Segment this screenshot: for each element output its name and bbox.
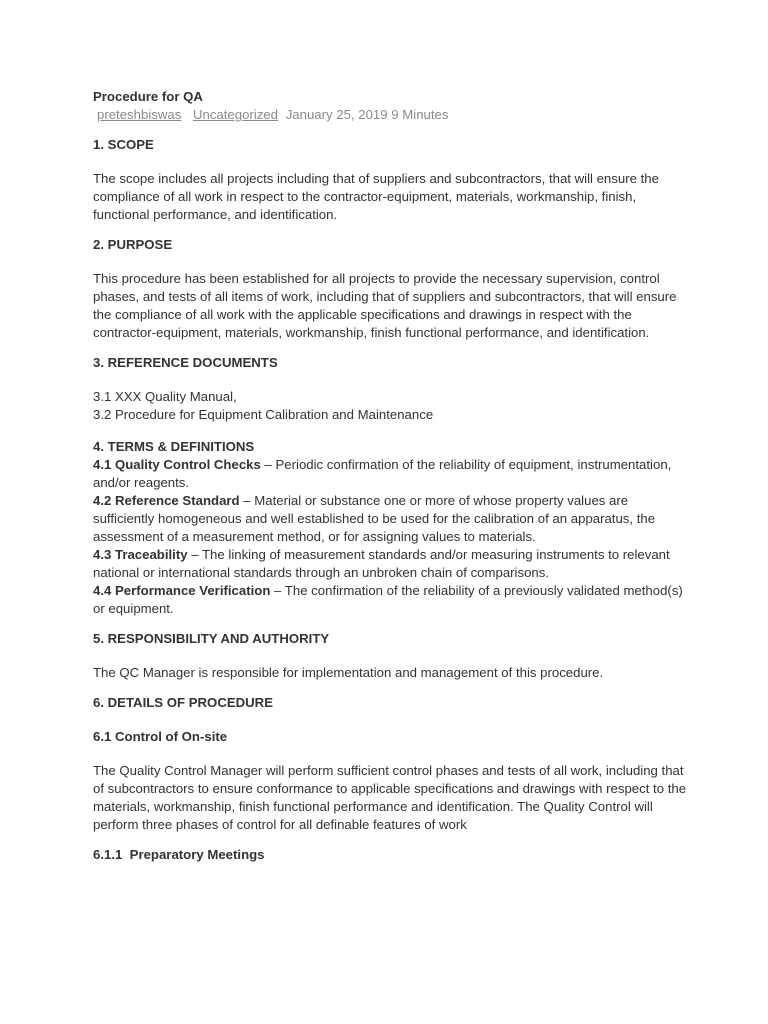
author-link[interactable]: preteshbiswas — [97, 107, 182, 122]
document-title: Procedure for QA — [93, 89, 203, 104]
term-definition — [93, 582, 693, 618]
document-page — [93, 88, 693, 880]
term-name: 4.2 Reference Standard — [93, 493, 240, 508]
section-heading-terms: 4. TERMS & DEFINITIONS — [93, 439, 255, 454]
term-text: – Material or substance one or more of whose property values are sufficiently homogeneous and well established to be used for the calibration of an apparatus, the assessment of a measurement method, or for assigning values to materials. — [93, 493, 656, 544]
term-definition — [93, 456, 693, 492]
section-heading-purpose: 2. PURPOSE — [93, 237, 173, 252]
subsection-heading-onsite: 6.1 Control of On-site — [93, 729, 228, 744]
subsection-body-onsite: The Quality Control Manager will perform sufficient control phases and tests of all work, including that of subcontractors to ensure conformance to applicable specifications and drawings with respect to the materials, workmanship, finish functional performance and identification. The Quality Control will perform three phases of control for all definable features of work — [93, 763, 687, 832]
term-text: – Periodic confirmation of the reliability of equipment, instrumentation, and/or reagents. — [93, 457, 672, 490]
term-name: 4.1 Quality Control Checks — [93, 457, 261, 472]
term-name: 4.4 Performance Verification — [93, 583, 271, 598]
subsection-heading-preparatory: 6.1.1 Preparatory Meetings — [93, 847, 265, 862]
section-heading-procedure: 6. DETAILS OF PROCEDURE — [93, 695, 274, 710]
term-name: 4.3 Traceability — [93, 547, 188, 562]
term-definition — [93, 546, 693, 582]
reference-item: 3.1 XXX Quality Manual, — [93, 389, 237, 404]
post-meta — [93, 106, 693, 124]
reference-item: 3.2 Procedure for Equipment Calibration and Maintenance — [93, 407, 434, 422]
section-heading-references: 3. REFERENCE DOCUMENTS — [93, 355, 278, 370]
section-body-responsibility: The QC Manager is responsible for implementation and management of this procedure. — [93, 665, 604, 680]
read-time: 9 Minutes — [391, 107, 449, 122]
section-heading-scope: 1. SCOPE — [93, 137, 154, 152]
section-body-purpose: This procedure has been established for all projects to provide the necessary supervision, control phases, and tests of all items of work, including that of suppliers and subcontractors, that will ensure the compliance of all work with the applicable specifications and drawings in respect with the contractor-equipment, materials, workmanship, finish functional performance, and identification. — [93, 271, 677, 340]
section-body-scope: The scope includes all projects including that of suppliers and subcontractors, that will ensure the compliance of all work in respect to the contractor-equipment, materials, workmanship, finish, functional performance, and identification. — [93, 171, 659, 222]
category-link[interactable]: Uncategorized — [192, 107, 279, 122]
post-date: January 25, 2019 — [285, 107, 388, 122]
term-text: – The confirmation of the reliability of a previously validated method(s) or equipment. — [93, 583, 683, 616]
section-heading-responsibility: 5. RESPONSIBILITY AND AUTHORITY — [93, 631, 330, 646]
term-definition — [93, 492, 693, 546]
term-text: – The linking of measurement standards and/or measuring instruments to relevant national or international standards through an unbroken chain of comparisons. — [93, 547, 670, 580]
